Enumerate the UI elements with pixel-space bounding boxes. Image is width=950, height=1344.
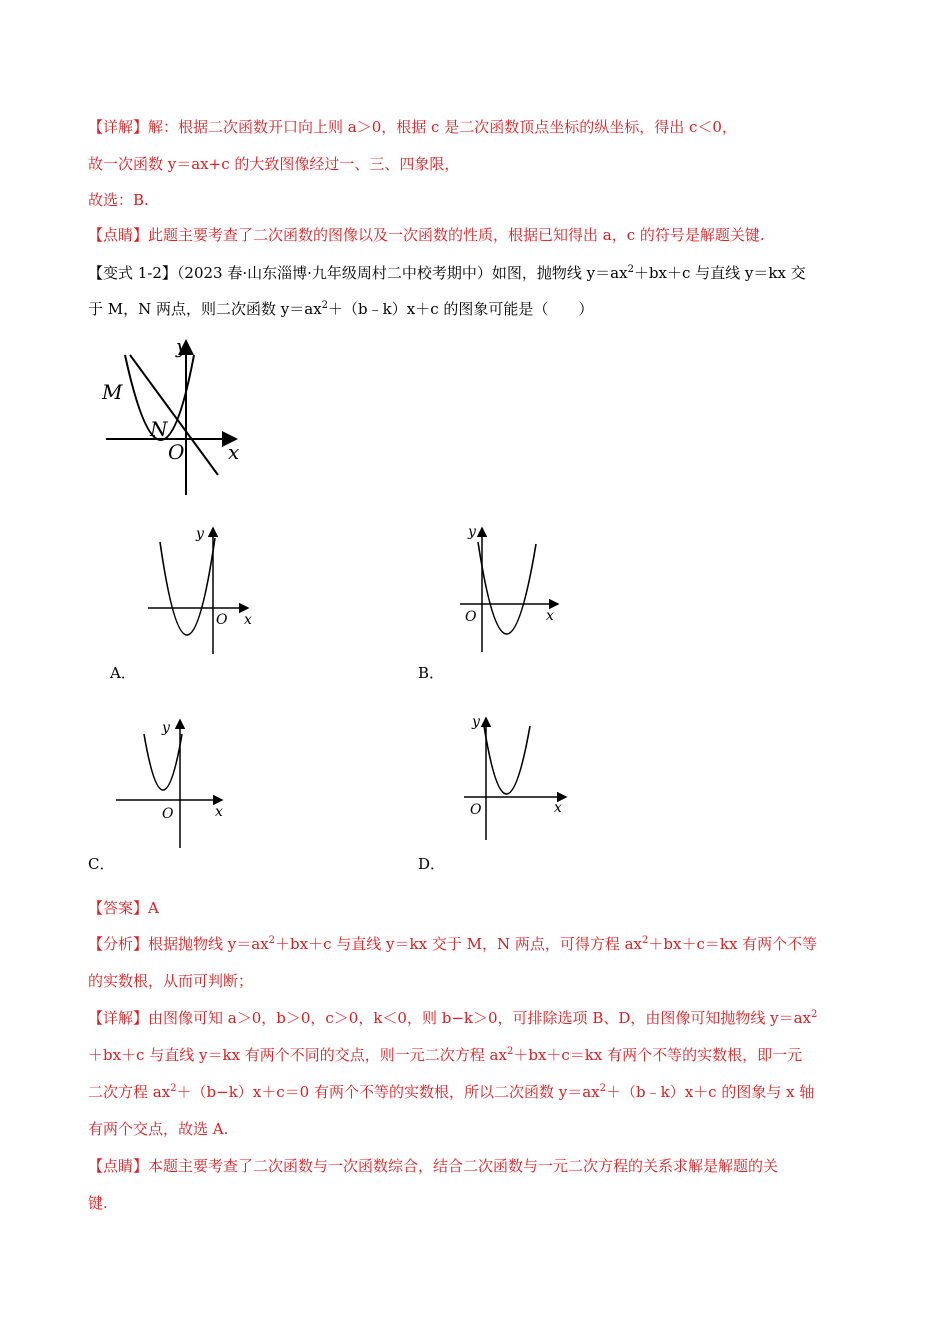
option-c-graph[interactable] xyxy=(110,712,240,852)
main-n-label: N xyxy=(150,417,168,441)
option-d-graph[interactable] xyxy=(456,712,576,842)
comment1: 【点睛】此题主要考查了二次函数的图像以及一次函数的性质，根据已知得出 a，c 的符号是解题关键. xyxy=(88,226,765,244)
main-origin-label: O xyxy=(168,440,185,464)
option-a-y-label: y xyxy=(196,526,204,542)
option-c-origin-label: O xyxy=(162,806,174,822)
option-d-x-label: x xyxy=(554,800,562,816)
option-d-label[interactable]: D． xyxy=(418,855,446,873)
comment2-line1: 【点睛】本题主要考查了二次函数与一次函数综合，结合二次函数与一元二次方程的关系求解是解题的关 xyxy=(88,1157,779,1175)
main-m-label: M xyxy=(102,380,123,404)
option-b-x-label: x xyxy=(546,608,554,624)
option-d-y-label: y xyxy=(472,714,480,730)
option-b-label[interactable]: B． xyxy=(418,664,445,682)
option-d-origin-label: O xyxy=(470,802,482,818)
detail1-line1: 【详解】解：根据二次函数开口向上则 a＞0，根据 c 是二次函数顶点坐标的纵坐标，得出 c＜0， xyxy=(88,118,737,136)
comment2-line2: 键. xyxy=(88,1194,108,1212)
detail2-line3: 二次方程 $ax^2+(b-k)x+c=0$ 有两个不等的实数根，所以二次函数 $y=ax^2+(b﹣k)x+c$ 的图象与 x 轴 xyxy=(88,1083,815,1101)
main-figure xyxy=(100,335,250,500)
detail1-line3: 故选：B. xyxy=(88,191,149,209)
option-a-label[interactable]: A． xyxy=(110,664,136,682)
detail1-line2: 故一次函数 y＝ax+c 的大致图像经过一、三、四象限， xyxy=(88,155,460,173)
detail2-line4: 有两个交点，故选 A. xyxy=(88,1120,229,1138)
analysis-line2: 的实数根，从而可判断； xyxy=(88,972,254,990)
option-a-graph[interactable] xyxy=(140,520,270,660)
option-c-y-label: y xyxy=(162,720,170,736)
analysis-line1: 【分析】根据抛物线 $y=ax^2+bx+c$ 与直线 y＝kx 交于 M，N 两点，可得方程 $ax^2+bx+c=kx$ 有两个不等 xyxy=(88,935,818,953)
option-c-label[interactable]: C． xyxy=(88,855,115,873)
variant-line2: 于 M，N 两点，则二次函数 $y=ax^2+(b﹣k)x+c$ 的图象可能是（ ） xyxy=(88,300,594,318)
main-y-label: y xyxy=(176,334,188,358)
option-a-origin-label: O xyxy=(216,612,228,628)
variant-line1: 【变式 1-2】（2023 春·山东淄博·九年级周村二中校考期中）如图，抛物线 $y=ax^2+bx+c$ 与直线 y＝kx 交 xyxy=(88,264,806,282)
option-b-graph[interactable] xyxy=(450,520,570,660)
option-b-y-label: y xyxy=(468,524,476,540)
detail2-line2: ＋bx＋c 与直线 y＝kx 有两个不同的交点，则一元二次方程 $ax^2+bx+c=kx$ 有两个不等的实数根，即一元 xyxy=(88,1046,803,1064)
option-a-x-label: x xyxy=(244,612,252,628)
answer: 【答案】A xyxy=(88,899,159,917)
option-b-origin-label: O xyxy=(465,609,477,625)
option-c-x-label: x xyxy=(215,804,223,820)
detail2-line1: 【详解】由图像可知 a＞0，b＞0，c＞0，k＜0，则 b−k＞0，可排除选项 B、D，由图像可知抛物线 $y=ax^2$ xyxy=(88,1009,818,1027)
main-x-label: x xyxy=(228,440,240,464)
